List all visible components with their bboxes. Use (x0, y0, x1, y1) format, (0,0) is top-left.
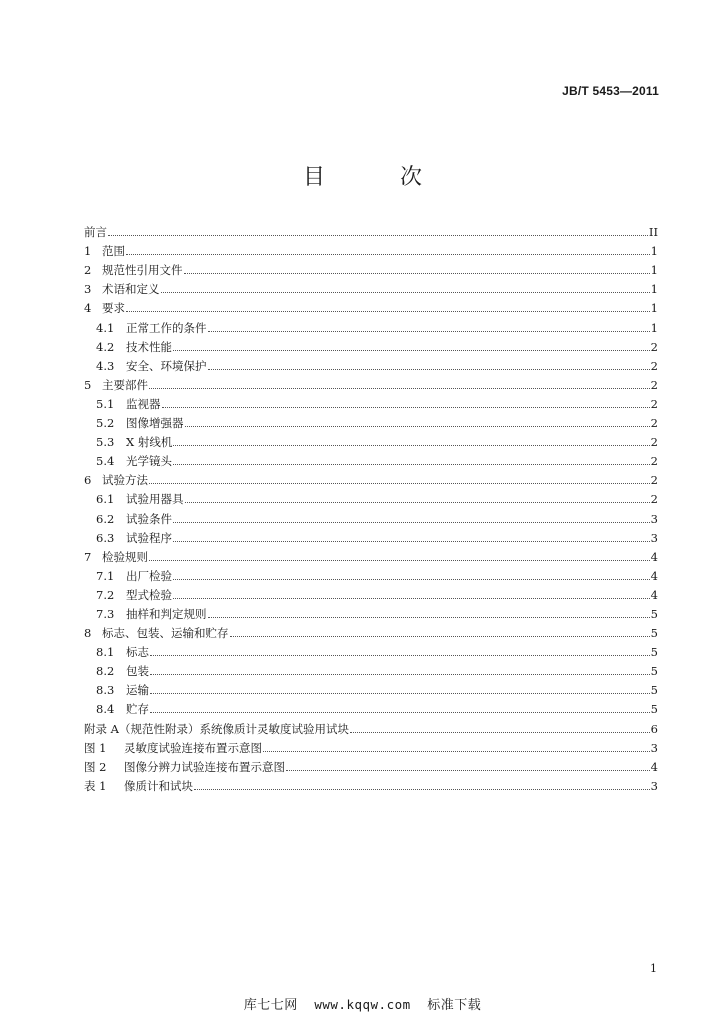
toc-leader-dots (230, 630, 650, 637)
toc-leader-dots (150, 687, 650, 694)
toc-leader-dots (149, 382, 650, 389)
toc-leader-dots (150, 706, 650, 713)
toc-entry-label: 运输 (126, 683, 149, 698)
toc-entry-page: 1 (650, 244, 658, 259)
toc-entry-label: 图像增强器 (126, 416, 184, 431)
toc-leader-dots (173, 439, 649, 446)
toc-entry[interactable] (84, 716, 658, 735)
toc-entry-label: 灵敏度试验连接布置示意图 (124, 740, 262, 755)
table-of-contents (84, 220, 658, 793)
toc-leader-dots (161, 286, 650, 293)
toc-entry[interactable] (84, 697, 658, 716)
toc-leader-dots (149, 554, 650, 561)
footer-tagline: 标准下载 (427, 998, 482, 1013)
page-number: 1 (650, 962, 657, 975)
toc-entry-page: 3 (650, 778, 658, 793)
toc-entry[interactable] (84, 602, 658, 621)
toc-entry-number: 8.1 (96, 645, 115, 660)
toc-leader-dots (208, 363, 650, 370)
toc-entry[interactable] (84, 621, 658, 640)
toc-entry[interactable] (84, 373, 658, 392)
toc-entry-number: 8.3 (96, 683, 115, 698)
toc-entry-number: 3 (84, 282, 92, 297)
toc-entry-number: 6 (84, 473, 92, 488)
toc-entry-page: 2 (650, 358, 658, 373)
toc-entry-page: 2 (650, 454, 658, 469)
toc-entry[interactable] (84, 277, 658, 296)
toc-leader-dots (350, 726, 650, 733)
toc-entry-label: 包装 (126, 664, 149, 679)
toc-leader-dots (286, 764, 650, 771)
toc-entry-page: 3 (650, 740, 658, 755)
toc-entry-label: 监视器 (126, 396, 161, 411)
toc-entry-page: 1 (650, 263, 658, 278)
toc-entry-number: 7.2 (96, 587, 115, 602)
toc-entry[interactable] (84, 335, 658, 354)
toc-entry[interactable] (84, 678, 658, 697)
toc-leader-dots (173, 592, 650, 599)
toc-leader-dots (173, 535, 650, 542)
page-title: 目 次 (303, 165, 456, 190)
toc-entry-number: 图 2 (84, 759, 107, 774)
toc-entry-page: 5 (650, 702, 658, 717)
toc-leader-dots (173, 344, 650, 351)
toc-entry-page: 2 (650, 435, 658, 450)
toc-leader-dots (184, 267, 650, 274)
toc-leader-dots (208, 325, 650, 332)
toc-entry[interactable] (84, 411, 658, 430)
footer-site-name: 库七七网 (243, 998, 298, 1013)
toc-entry-number: 5.3 (96, 435, 115, 450)
toc-entry-label: 安全、环境保护 (126, 358, 207, 373)
standard-code: JB/T 5453—2011 (562, 84, 659, 98)
toc-leader-dots (173, 458, 650, 465)
toc-entry-number: 6.3 (96, 530, 115, 545)
toc-entry-page: 4 (650, 587, 658, 602)
toc-entry[interactable] (84, 449, 658, 468)
toc-entry-number: 7 (84, 549, 92, 564)
toc-entry-number: 5 (84, 377, 92, 392)
toc-entry-page: 2 (650, 396, 658, 411)
toc-entry[interactable] (84, 659, 658, 678)
toc-entry-label: 术语和定义 (102, 282, 160, 297)
toc-entry[interactable] (84, 487, 658, 506)
toc-leader-dots (173, 516, 650, 523)
toc-entry-label: 光学镜头 (126, 454, 172, 469)
toc-entry-label: 范围 (102, 244, 125, 259)
toc-entry-label: X 射线机 (126, 435, 173, 450)
toc-entry[interactable] (84, 526, 658, 545)
toc-entry[interactable] (84, 506, 658, 525)
toc-entry[interactable] (84, 640, 658, 659)
footer-url[interactable]: www.kqqw.com (314, 997, 411, 1012)
toc-entry-number: 8.2 (96, 664, 115, 679)
toc-entry-label: 前言 (84, 225, 107, 240)
toc-entry-page: 2 (650, 473, 658, 488)
toc-entry-number: 6.2 (96, 511, 115, 526)
toc-entry-label: 抽样和判定规则 (126, 606, 207, 621)
toc-leader-dots (185, 420, 650, 427)
toc-leader-dots (150, 668, 650, 675)
toc-leader-dots (126, 248, 650, 255)
toc-entry-label: 标志、包装、运输和贮存 (102, 626, 229, 641)
toc-entry-label: 试验程序 (126, 530, 172, 545)
toc-entry-number: 8.4 (96, 702, 115, 717)
toc-leader-dots (263, 745, 650, 752)
toc-entry-label: 图像分辨力试验连接布置示意图 (124, 759, 285, 774)
toc-entry-number: 6.1 (96, 492, 115, 507)
toc-entry[interactable] (84, 736, 658, 755)
toc-entry-number: 图 1 (84, 740, 107, 755)
toc-leader-dots (108, 229, 648, 236)
toc-entry-number: 7.3 (96, 606, 115, 621)
toc-entry-number: 表 1 (84, 778, 107, 793)
toc-leader-dots (149, 477, 650, 484)
toc-entry-label: 贮存 (126, 702, 149, 717)
toc-entry-page: 6 (650, 721, 658, 736)
toc-entry-page: 4 (650, 549, 658, 564)
toc-entry[interactable] (84, 315, 658, 334)
toc-entry-number: 4.2 (96, 339, 115, 354)
toc-entry-page: 5 (650, 626, 658, 641)
toc-entry[interactable] (84, 220, 658, 239)
footer (0, 994, 725, 1013)
toc-entry-number: 2 (84, 263, 92, 278)
toc-entry-page: 2 (650, 377, 658, 392)
toc-entry-label: 试验条件 (126, 511, 172, 526)
toc-entry-number: 8 (84, 626, 92, 641)
toc-leader-dots (126, 305, 650, 312)
toc-entry-number: 5.4 (96, 454, 115, 469)
toc-entry[interactable] (84, 755, 658, 774)
toc-entry-page: 5 (650, 664, 658, 679)
toc-entry-label: 要求 (102, 301, 125, 316)
toc-entry-page: 1 (650, 282, 658, 297)
toc-entry-label: 规范性引用文件 (102, 263, 183, 278)
toc-entry-number: 7.1 (96, 568, 115, 583)
toc-leader-dots (173, 573, 650, 580)
toc-entry-page: 4 (650, 568, 658, 583)
toc-entry-page: 2 (650, 492, 658, 507)
toc-entry-page: 1 (650, 301, 658, 316)
toc-entry-page: 5 (650, 683, 658, 698)
toc-entry[interactable] (84, 296, 658, 315)
toc-entry-number: 1 (84, 244, 92, 259)
toc-entry-label: 像质计和试块 (124, 778, 193, 793)
toc-entry-label: 标志 (126, 645, 149, 660)
toc-entry[interactable] (84, 468, 658, 487)
toc-entry[interactable] (84, 430, 658, 449)
toc-entry-label: 型式检验 (126, 587, 172, 602)
toc-leader-dots (194, 783, 650, 790)
toc-entry-page: 5 (650, 645, 658, 660)
toc-entry-number: 4.1 (96, 320, 115, 335)
toc-entry[interactable] (84, 392, 658, 411)
toc-leader-dots (162, 401, 650, 408)
toc-entry[interactable] (84, 774, 658, 793)
toc-entry[interactable] (84, 354, 658, 373)
toc-entry[interactable] (84, 583, 658, 602)
toc-entry-label: 出厂检验 (126, 568, 172, 583)
toc-entry-page: 2 (650, 339, 658, 354)
toc-entry[interactable] (84, 239, 658, 258)
toc-entry-number: 5.1 (96, 396, 115, 411)
toc-entry-label: 试验方法 (102, 473, 148, 488)
toc-entry-label: 主要部件 (102, 377, 148, 392)
toc-leader-dots (208, 611, 650, 618)
toc-entry-label: 试验用器具 (126, 492, 184, 507)
toc-entry-label: 技术性能 (126, 339, 172, 354)
toc-entry-page: 4 (650, 759, 658, 774)
toc-entry[interactable] (84, 564, 658, 583)
toc-entry-label: 正常工作的条件 (126, 320, 207, 335)
toc-entry-number: 4 (84, 301, 92, 316)
toc-entry-label: 检验规则 (102, 549, 148, 564)
toc-entry-label: 附录 A（规范性附录）系统像质计灵敏度试验用试块 (84, 721, 349, 736)
toc-entry-number: 4.3 (96, 358, 115, 373)
toc-entry-page: 3 (650, 511, 658, 526)
toc-leader-dots (150, 649, 650, 656)
toc-entry[interactable] (84, 258, 658, 277)
toc-entry-page: II (648, 225, 658, 240)
toc-entry-page: 1 (650, 320, 658, 335)
toc-entry-number: 5.2 (96, 416, 115, 431)
toc-entry-page: 2 (650, 416, 658, 431)
toc-leader-dots (185, 496, 650, 503)
toc-entry-page: 5 (650, 606, 658, 621)
toc-entry[interactable] (84, 545, 658, 564)
toc-entry-page: 3 (650, 530, 658, 545)
